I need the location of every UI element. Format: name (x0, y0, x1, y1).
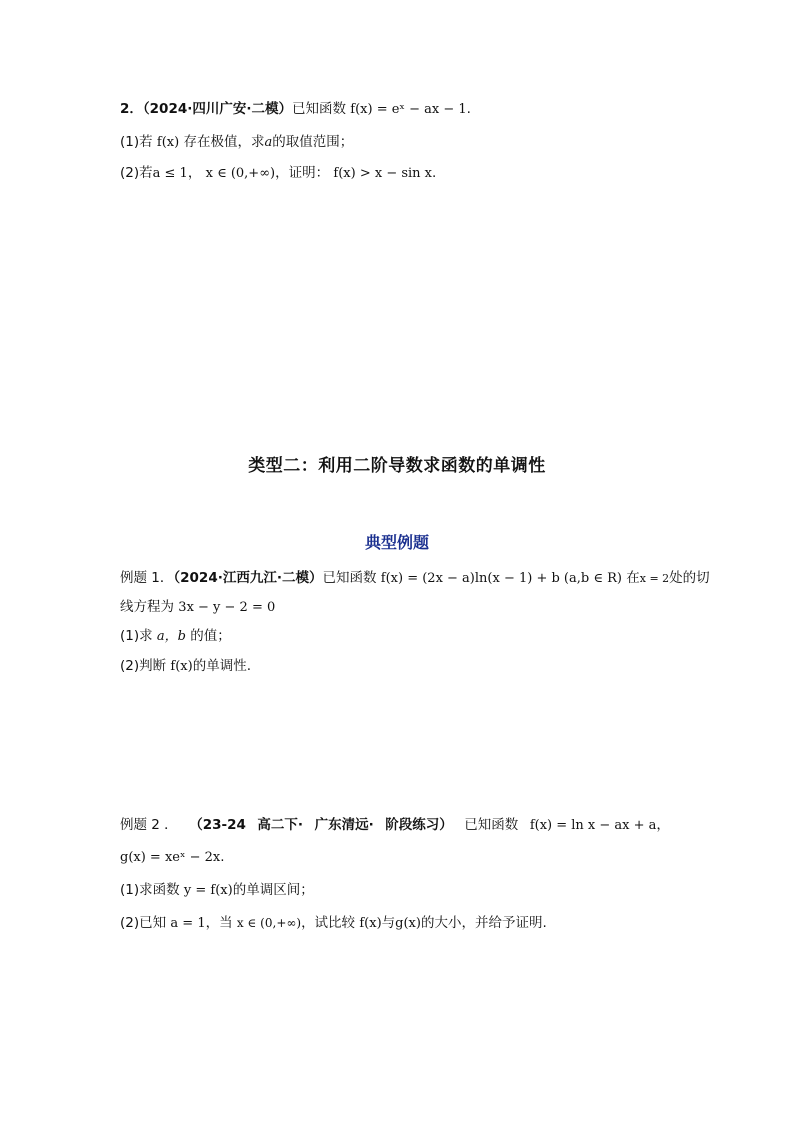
part-label: (2) (120, 658, 140, 674)
text: ，证明： (275, 165, 330, 181)
math-range: x ∈ (0,+∞) (236, 916, 302, 930)
part-label: (1) (120, 134, 140, 150)
part-label: (1) (120, 882, 140, 898)
example-1-part-1 (120, 627, 231, 646)
math-cond: a ≤ 1 (152, 166, 188, 181)
text: 判断 (139, 658, 167, 674)
text: 处的切 (669, 570, 710, 586)
problem-number: 2． (120, 101, 143, 117)
math-point: x = 2 (639, 572, 670, 585)
text: 的单调区间； (232, 882, 314, 898)
math-g: g(x) (395, 916, 421, 931)
example-2-line-2 (120, 848, 225, 867)
example-2-part-2 (120, 914, 547, 933)
example-1-part-2 (120, 657, 251, 676)
math-cond: x ∈ (0,+∞) (205, 166, 276, 181)
text: 的值； (190, 628, 231, 644)
text: ， (187, 165, 202, 181)
function-expression: f(x) = eˣ − ax − 1 (350, 102, 467, 117)
text: 在 (626, 570, 640, 586)
source-exam: 阶段练习） (385, 817, 453, 833)
text: 已知 (139, 915, 167, 931)
example-source: （2024·江西九江·二模） (173, 570, 323, 586)
part-label: (1) (120, 628, 140, 644)
problem-2-part-1 (120, 133, 353, 152)
text: 若 (139, 134, 153, 150)
text: 已知函数 (322, 570, 377, 586)
period: . (466, 101, 471, 117)
text: 求函数 (139, 882, 180, 898)
example-label: 例题 1． (120, 570, 174, 586)
part-label: (2) (120, 165, 140, 181)
example-2-stem (120, 816, 670, 835)
text: 与 (381, 915, 396, 931)
function-expression: f(x) = ln x − ax + a (529, 818, 657, 833)
example-1-stem (120, 569, 710, 588)
math-var: a (264, 135, 273, 150)
math-f: f(x) (170, 659, 193, 674)
comma: ， (656, 817, 670, 833)
text: 求 (139, 628, 153, 644)
example-2-part-1 (120, 881, 314, 900)
part-label: (2) (120, 915, 140, 931)
text: 的大小，并给予证明. (420, 915, 547, 931)
function-expression: f(x) = (2x − a)ln(x − 1) + b (a,b ∈ R) (380, 571, 622, 586)
source-year: （23-24 (189, 817, 246, 833)
math-equation: 3x − y − 2 = 0 (178, 600, 276, 615)
text: ，试比较 (301, 915, 356, 931)
example-label: 例题 2 ． (120, 817, 178, 833)
period: . (432, 165, 437, 181)
math-ineq: f(x) > x − sin x (333, 166, 433, 181)
problem-2-stem (120, 100, 471, 119)
problem-2-part-2 (120, 164, 436, 183)
text: 线方程为 (120, 599, 174, 615)
source-region: 广东清远· (314, 817, 374, 833)
math-f: f(x) (156, 135, 180, 150)
function-g: g(x) = xeˣ − 2x (120, 850, 221, 865)
section-title: 类型二：利用二阶导数求函数的单调性 (248, 456, 546, 476)
problem-source: （2024·四川广安·二模） (142, 101, 292, 117)
math-f: f(x) (359, 916, 382, 931)
text: 的单调性. (192, 658, 252, 674)
period: . (220, 849, 225, 865)
example-1-line-2 (120, 598, 275, 617)
text: ，当 (205, 915, 233, 931)
math-vars: a，b (156, 629, 186, 644)
examples-header: 典型例题 (364, 533, 429, 552)
source-grade: 高二下· (257, 817, 304, 833)
text: 的取值范围； (272, 134, 354, 150)
text: 若 (139, 165, 153, 181)
problem-text: 已知函数 (292, 101, 346, 117)
text: 存在极值，求 (183, 134, 265, 150)
math-f: y = f(x) (183, 883, 233, 898)
math-cond: a = 1 (170, 916, 206, 931)
text: 已知函数 (464, 817, 519, 833)
